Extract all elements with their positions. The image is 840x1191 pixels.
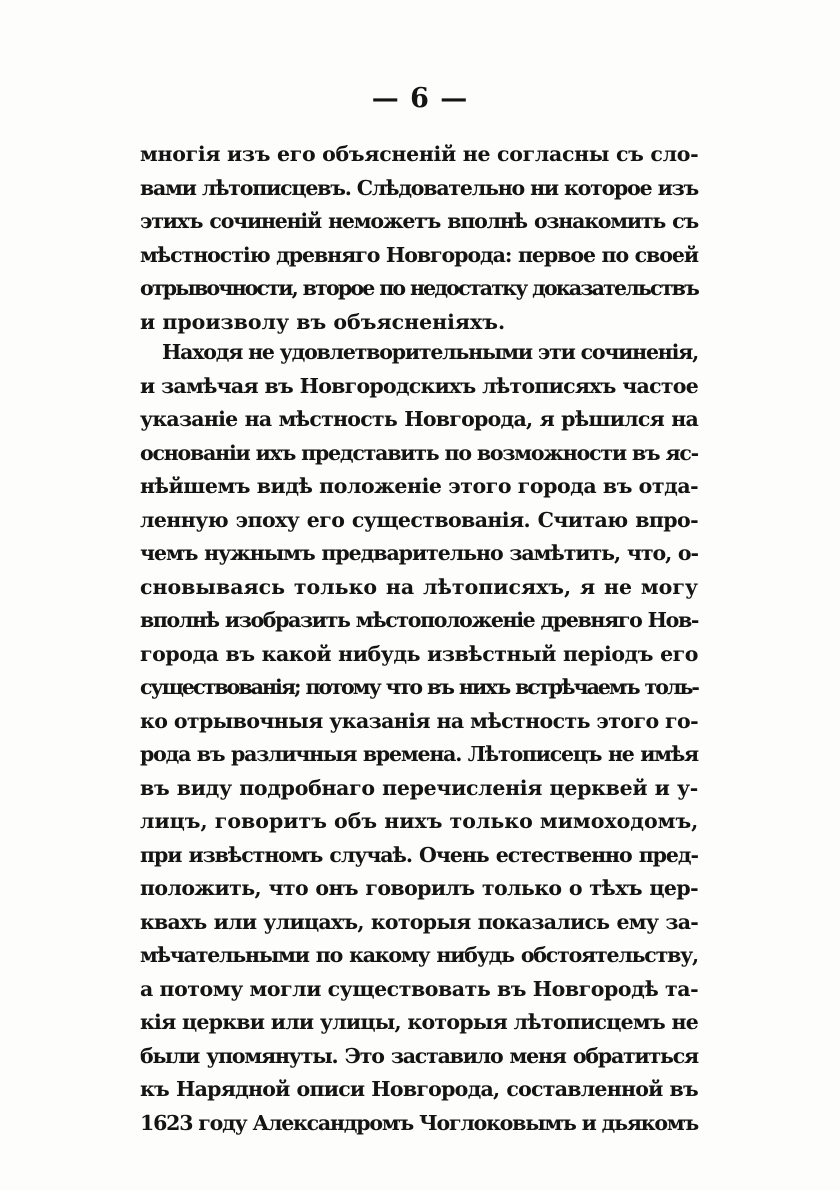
paragraph-2 — [140, 336, 698, 1140]
page-number: — 6 — — [371, 83, 469, 114]
text-line: сновываясь только на лѣтописяхъ, я не могу — [140, 574, 698, 599]
text-line: и произволу въ объясненіяхъ. — [140, 309, 506, 334]
text-line: существованія; потому что въ нихъ встрѣчаемъ толь- — [140, 675, 698, 699]
text-line: при извѣстномъ случаѣ. Очень естественно пред- — [140, 842, 698, 867]
text-line: мѣстностію древняго Новгорода: первое по своей — [140, 242, 698, 267]
text-line: и замѣчая въ Новгородскихъ лѣтописяхъ частое — [140, 373, 698, 398]
text-line: города въ какой нибудь извѣстный періодъ его — [140, 641, 698, 666]
text-line: положить, что онъ говорилъ только о тѣхъ цер- — [140, 876, 698, 900]
text-line: Находя не удовлетворительными эти сочиненія, — [162, 340, 699, 364]
text-line: кія церкви или улицы, которыя лѣтописцемъ не — [140, 1010, 698, 1034]
text-line: къ Нарядной описи Новгорода, составленной въ — [140, 1077, 698, 1101]
text-line: многія изъ его объясненій не согласны съ сло- — [140, 142, 699, 166]
text-line: ленную эпоху его существованія. Считаю впро- — [140, 507, 698, 532]
text-line: этихъ сочиненій неможетъ вполнѣ ознакомить съ — [140, 209, 698, 233]
text-line: 1623 году Александромъ Чоглоковымъ и дьякомъ — [140, 1110, 698, 1135]
paragraph-1 — [140, 138, 698, 339]
text-line: нѣйшемъ видѣ положеніе этого города въ отда- — [140, 474, 699, 498]
text-line: чемъ нужнымъ предварительно замѣтить, что, о- — [140, 541, 698, 565]
text-line: мѣчательными по какому нибудь обстоятельству, — [140, 943, 698, 967]
text-line: основаніи ихъ представить по возможности въ яс- — [140, 440, 698, 465]
text-line: а потому могли существовать въ Новгородѣ та- — [140, 976, 699, 1001]
text-line: отрывочности, второе по недостатку доказательствъ — [140, 276, 698, 300]
text-line: ко отрывочныя указанія на мѣстность этого го- — [140, 708, 699, 733]
text-line: въ виду подробнаго перечисленія церквей и у- — [140, 775, 698, 800]
text-line: лицъ, говоритъ объ нихъ только мимоходомъ, — [140, 809, 699, 833]
text-line: были упомянуты. Это заставило меня обратиться — [140, 1043, 698, 1068]
text-line: квахъ или улицахъ, которыя показались ему за- — [140, 909, 698, 934]
text-line: вполнѣ изобразить мѣстоположеніе древняго Нов- — [140, 608, 698, 632]
text-line: вами лѣтописцевъ. Слѣдовательно ни которое изъ — [140, 175, 698, 200]
text-line: рода въ различныя времена. Лѣтописецъ не имѣя — [140, 742, 698, 766]
text-line: указаніе на мѣстность Новгорода, я рѣшился на — [140, 407, 698, 431]
